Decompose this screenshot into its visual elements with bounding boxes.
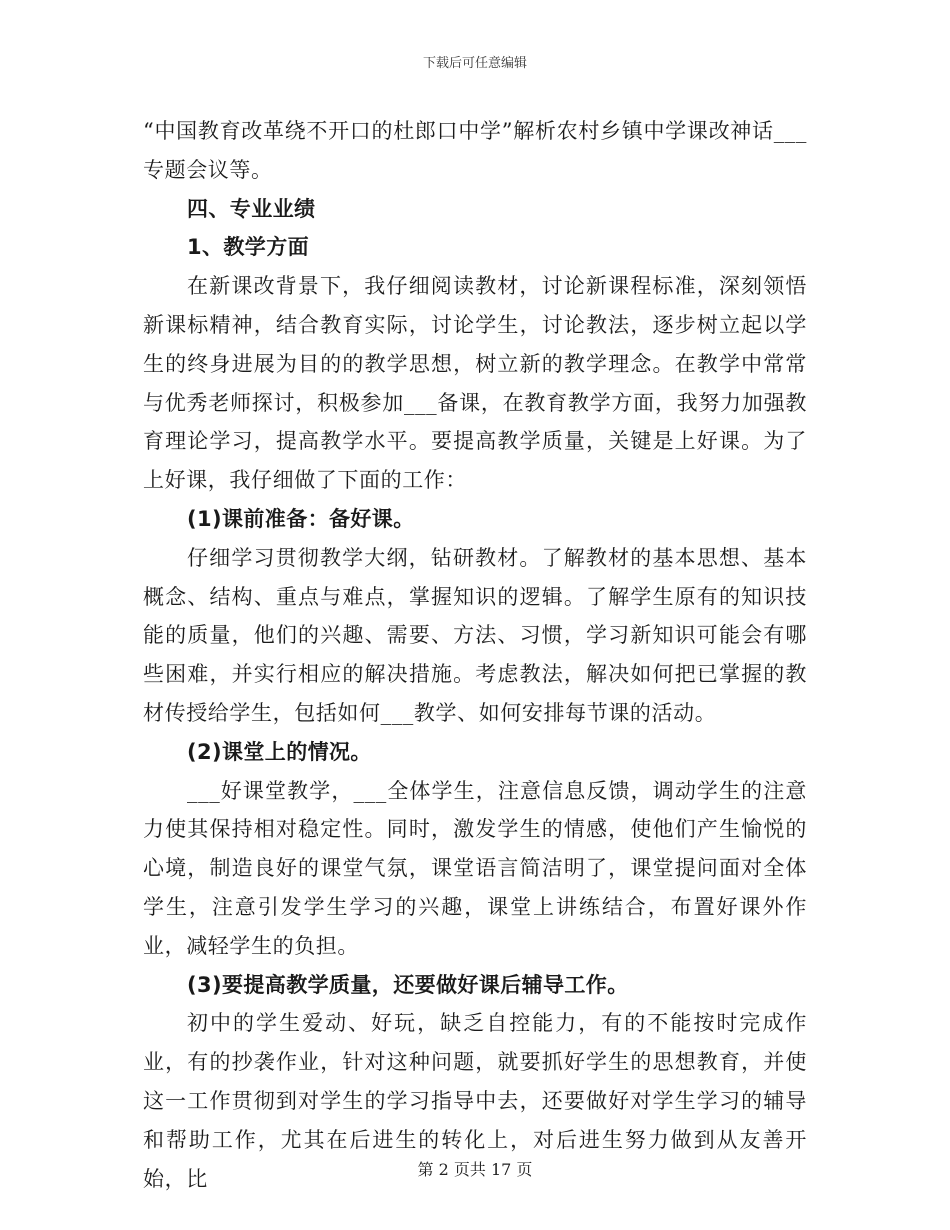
paragraph-tutoring: 初中的学生爱动、好玩，缺乏自控能力，有的不能按时完成作业，有的抄袭作业，针对这种问题，就要抓好学生的思想教育，并使这一工作贯彻到对学生的学习指导中去，还要做好对学生学习的辅导和帮助工作，尤其在后进生的转化上，对后进生努力做到从友善开始，比	[143, 1011, 807, 1191]
paragraph-preparation: 仔细学习贯彻教学大纲，钻研教材。了解教材的基本思想、基本概念、结构、重点与难点，掌握知识的逻辑。了解学生原有的知识技能的质量，他们的兴趣、需要、方法、习惯，学习新知识可能会有哪些困难，并实行相应的解决措施。考虑教法，解决如何把已掌握的教材传授给学生，包括如何___教学、如何安排每节课的活动。	[143, 545, 807, 725]
page-number: 第 2 页共 17 页	[417, 1160, 533, 1179]
paragraph-teaching: 在新课改背景下，我仔细阅读教材，讨论新课程标准，深刻领悟新课标精神，结合教育实际，讨论学生，讨论教法，逐步树立起以学生的终身进展为目的的教学思想，树立新的教学理念。在教学中常常与优秀老师探讨，积极参加___备课，在教育教学方面，我努力加强教育理论学习，提高教学水平。要提高教学质量，关键是上好课。为了上好课，我仔细做了下面的工作：	[143, 274, 807, 493]
item-heading-2: (2)课堂上的情况。	[187, 739, 372, 764]
document-body	[143, 112, 807, 1198]
item-heading-3: (3)要提高教学质量，还要做好课后辅导工作。	[187, 972, 629, 997]
subsection-heading: 1、教学方面	[187, 235, 310, 260]
page-header: 下载后可任意编辑	[422, 56, 527, 71]
paragraph-continuation: “中国教育改革绕不开口的杜郎口中学”解析农村乡镇中学课改神话___专题会议等。	[143, 119, 807, 182]
item-heading-1: (1)课前准备：备好课。	[187, 506, 415, 531]
paragraph-classroom: ___好课堂教学，___全体学生，注意信息反馈，调动学生的注意力使其保持相对稳定性。同时，激发学生的情感，使他们产生愉悦的心境，制造良好的课堂气氛，课堂语言简洁明了，课堂提问面对全体学生，注意引发学生学习的兴趣，课堂上讲练结合，布置好课外作业，减轻学生的负担。	[143, 778, 807, 958]
section-heading: 四、专业业绩	[187, 196, 316, 221]
